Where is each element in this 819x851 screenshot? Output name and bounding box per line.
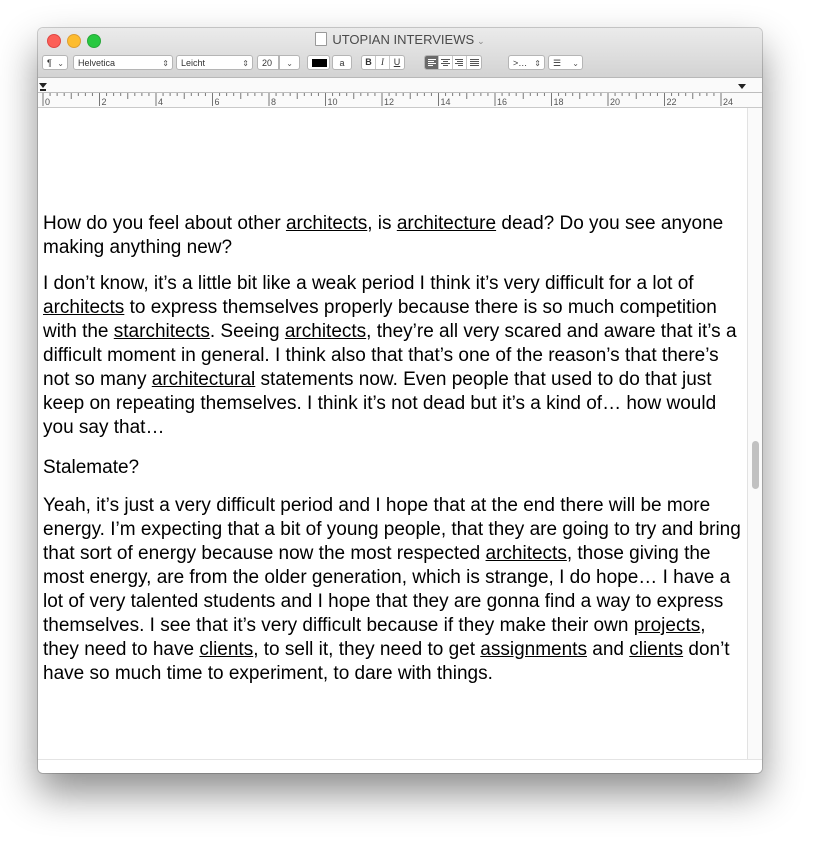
- chevron-down-icon: ⌄: [57, 59, 64, 68]
- list-icon: ☰: [553, 58, 562, 68]
- alignment-buttons: [424, 55, 482, 70]
- title-bar[interactable]: [38, 28, 762, 78]
- answer-paragraph: [43, 494, 743, 686]
- text-run: Stalemate?: [43, 457, 140, 478]
- bold-button[interactable]: B: [362, 56, 376, 69]
- paragraph-style-popup[interactable]: [42, 55, 68, 70]
- text-run: How do you feel about other: [43, 213, 286, 234]
- text-run: , to sell it, they need to get: [253, 639, 481, 660]
- window-title-text: UTOPIAN INTERVIEWS: [332, 32, 475, 47]
- ruler-scale: [38, 78, 762, 107]
- justify-icon: [468, 56, 481, 69]
- document-icon: [315, 32, 327, 46]
- font-size-field[interactable]: [257, 55, 279, 70]
- window-title[interactable]: [38, 32, 762, 47]
- text-run: . Seeing: [209, 321, 285, 342]
- chevron-down-icon: ⌄: [572, 59, 579, 68]
- ruler-label: 18: [553, 97, 564, 107]
- text-run: , they’re all very scared and aware that it’s a difficult moment in general. I think also that that’s one of the reason’s that there’s not so many: [43, 321, 737, 390]
- updown-chevron-icon: ⇕: [242, 59, 249, 68]
- updown-chevron-icon: ⇕: [162, 59, 169, 68]
- right-indent-marker-icon[interactable]: [738, 84, 746, 89]
- ruler-label: 22: [666, 97, 677, 107]
- ruler-label: 2: [101, 97, 107, 107]
- text-run: dead? Do you see anyone making anything new?: [43, 213, 724, 258]
- updown-chevron-icon: ⇕: [534, 59, 541, 68]
- ruler-label: 24: [723, 97, 734, 107]
- text-run: and: [586, 639, 630, 660]
- ruler-label: 20: [610, 97, 621, 107]
- line-spacing-label: >…: [513, 58, 528, 68]
- ruler-label: 0: [45, 97, 51, 107]
- font-size-value: 20: [262, 58, 273, 68]
- text-run: Yeah, it’s just a very difficult period and I hope that at the end there will be more energy. I’m expecting that a bit of young people, that they are going to try and bring that sort of energy because now the most respected: [43, 495, 741, 564]
- ruler-label: 16: [497, 97, 508, 107]
- left-indent-marker-icon[interactable]: [39, 83, 47, 88]
- text-run: to express themselves properly because there is so much competition with the: [43, 297, 717, 342]
- ruler-label: 6: [214, 97, 220, 107]
- underlined-term: architects: [284, 321, 367, 342]
- align-right-icon: [453, 56, 466, 69]
- list-style-popup[interactable]: [548, 55, 583, 70]
- font-style-value: Leicht: [181, 58, 206, 68]
- answer-paragraph: [43, 272, 743, 440]
- align-center-button[interactable]: [439, 56, 453, 69]
- text-area[interactable]: [38, 108, 747, 759]
- chevron-down-icon: ⌄: [286, 59, 293, 68]
- text-color-well[interactable]: [307, 55, 330, 70]
- ruler[interactable]: [38, 78, 762, 108]
- text-run: , they need to have: [43, 615, 706, 660]
- ruler-label: 8: [271, 97, 277, 107]
- justify-button[interactable]: [467, 56, 481, 69]
- document-window: [38, 28, 762, 773]
- ruler-label: 4: [158, 97, 164, 107]
- text-background-label: a: [339, 58, 345, 68]
- text-run: don’t have so much time to experiment, to dare with things.: [43, 639, 730, 684]
- underlined-term: projects: [633, 615, 701, 636]
- font-family-popup[interactable]: [73, 55, 173, 70]
- question-paragraph: [43, 456, 743, 480]
- underlined-term: architects: [485, 543, 567, 564]
- first-line-indent-marker-icon[interactable]: [40, 89, 46, 91]
- ruler-label: 10: [327, 97, 338, 107]
- ruler-label: 12: [384, 97, 395, 107]
- underlined-term: architects: [43, 297, 125, 318]
- scrollbar-thumb[interactable]: [752, 441, 759, 489]
- font-style-buttons: [361, 55, 405, 70]
- align-right-button[interactable]: [453, 56, 467, 69]
- text-background-button[interactable]: [332, 55, 352, 70]
- font-style-popup[interactable]: [176, 55, 253, 70]
- text-run: , those giving the most energy, are from the older generation, which is strange, I do hope… I have a lot of very talented students and I hope that they are gonna find a way to express themselves. I see that it’s very difficult because if they make their own: [43, 543, 731, 636]
- underlined-term: starchitects: [113, 321, 210, 342]
- align-left-button[interactable]: [425, 56, 439, 69]
- align-center-icon: [439, 56, 452, 69]
- underlined-term: clients: [199, 639, 254, 660]
- text-run: , is: [367, 213, 397, 234]
- italic-button[interactable]: I: [376, 56, 390, 69]
- text-run: statements now. Even people that used to do that just keep on repeating themselves. I think it’s not dead but it’s a kind of… how would you say that…: [43, 369, 717, 438]
- underlined-term: architectural: [151, 369, 256, 390]
- title-chevron-icon: ⌄: [477, 36, 485, 46]
- font-family-value: Helvetica: [78, 58, 116, 68]
- line-spacing-popup[interactable]: [508, 55, 545, 70]
- align-left-icon: [425, 56, 438, 69]
- underlined-term: assignments: [480, 639, 587, 660]
- font-size-dropdown[interactable]: [279, 55, 300, 70]
- text-run: I don’t know, it’s a little bit like a weak period I think it’s very difficult for a lot of: [43, 273, 694, 294]
- vertical-scrollbar[interactable]: [747, 108, 762, 759]
- underline-button[interactable]: U: [393, 57, 401, 67]
- paragraph-icon: ¶: [47, 58, 52, 68]
- underlined-term: architecture: [396, 213, 497, 234]
- underlined-term: clients: [629, 639, 684, 660]
- ruler-label: 14: [440, 97, 451, 107]
- question-paragraph: [43, 212, 743, 260]
- color-swatch: [312, 59, 327, 67]
- underlined-term: architects: [285, 213, 368, 234]
- window-bottom-edge: [38, 759, 762, 773]
